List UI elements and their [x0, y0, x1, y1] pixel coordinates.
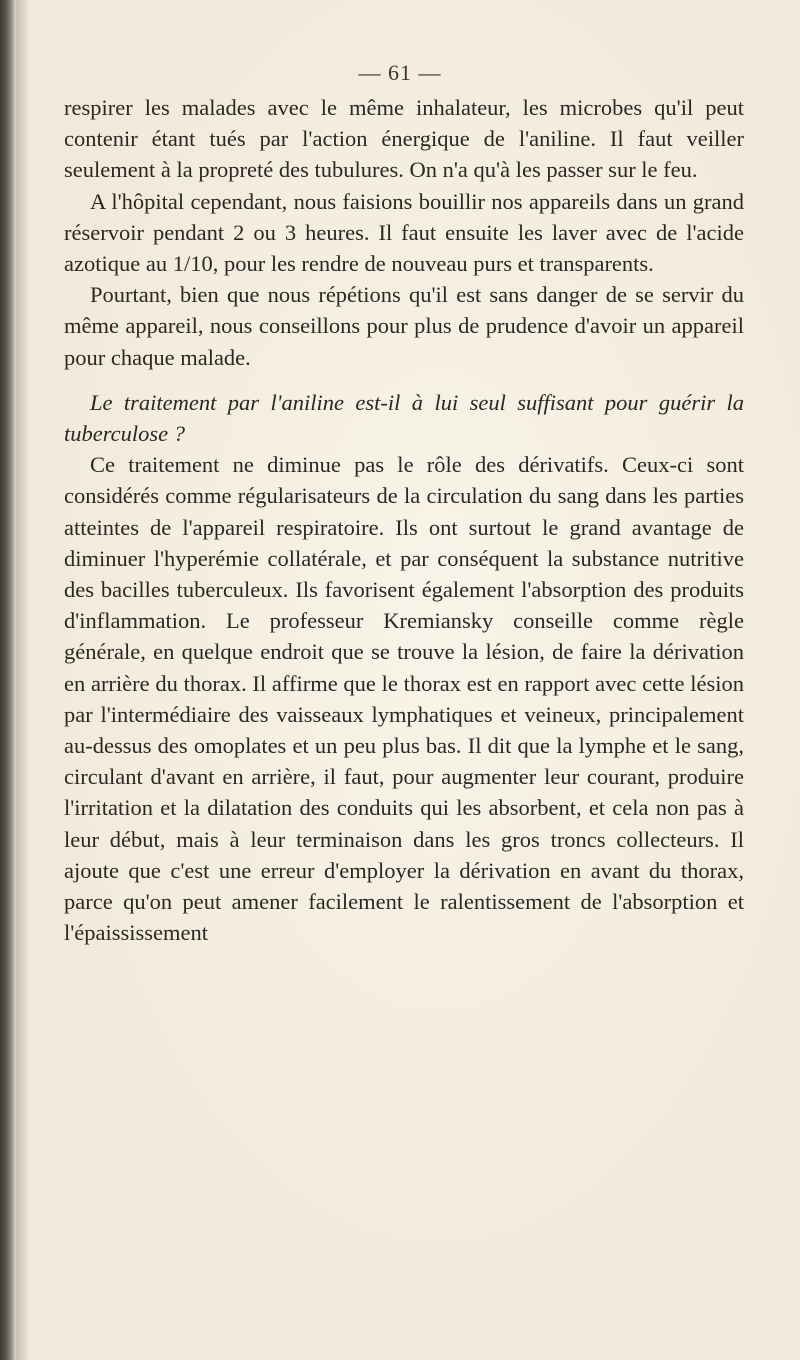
paragraph-derivatives: Ce traitement ne diminue pas le rôle des dérivatifs. Ceux-ci sont considérés comme régularisateurs de la circulation du sang dans les parties atteintes de l'appareil respiratoire. Ils ont surtout le grand avantage de diminuer l'hyperémie collatérale, et par conséquent la substance nutritive des bacilles tuberculeux. Ils favorisent également l'absorption des produits d'inflammation. Le professeur Kremiansky conseille comme règle générale, en quelque endroit que se trouve la lésion, de faire la dérivation en arrière du thorax. Il affirme que le thorax est en rapport avec cette lésion par l'intermédiaire des vaisseaux lymphatiques et veineux, principalement au-dessus des omoplates et un peu plus bas. Il dit que la lymphe et le sang, circulant d'avant en arrière, il faut, pour augmenter leur courant, produire l'irritation et la dilatation des conduits qui les absorbent, et cela non pas à leur début, mais à leur terminaison dans les gros troncs collecteurs. Il ajoute que c'est une erreur d'employer la dérivation en avant du thorax, parce qu'on peut amener facilement le ralentissement de l'absorption et l'épaississement	[64, 452, 744, 946]
section-question-heading: Le traitement par l'aniline est-il à lui seul suffisant pour guérir la tuberculose ?	[64, 389, 744, 447]
page-number: — 61 —	[358, 60, 442, 85]
paragraph-hospital-boiling: A l'hôpital cependant, nous faisions bouillir nos appareils dans un grand réservoir pendant 2 ou 3 heures. Il faut ensuite les laver avec de l'acide azotique au 1/10, pour les rendre de nouveau purs et transparents.	[64, 188, 744, 277]
paragraph-prudence: Pourtant, bien que nous répétions qu'il est sans danger de se servir du même appareil, nous conseillons pour plus de prudence d'avoir un appareil pour chaque malade.	[64, 282, 744, 370]
binding-shadow	[16, 0, 30, 1360]
body-text	[64, 92, 744, 948]
book-binding-edge	[0, 0, 16, 1360]
paragraph-continuation: respirer les malades avec le même inhalateur, les microbes qu'il peut contenir étant tués par l'action énergique de l'aniline. Il faut veiller seulement à la propreté des tubulures. On n'a qu'à les passer sur le feu.	[64, 95, 744, 183]
